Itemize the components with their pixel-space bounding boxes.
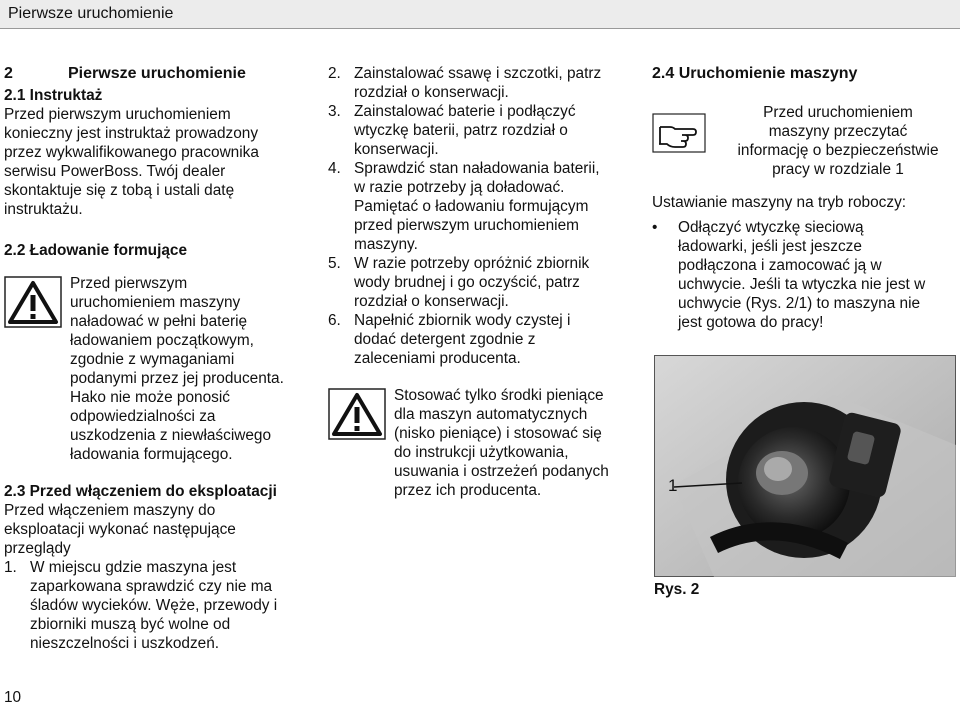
- list-item-number: 4.: [328, 160, 341, 177]
- column-middle: [328, 64, 638, 500]
- text-line: Przed pierwszym: [70, 275, 188, 292]
- text-line: w razie potrzeby ją doładować.: [354, 179, 565, 196]
- text-line: Zainstalować baterie i podłączyć: [354, 103, 576, 120]
- warning-triangle-icon: [328, 386, 394, 500]
- warning-block-detergent: [328, 386, 638, 500]
- text-line: zaleceniami producenta.: [354, 350, 521, 367]
- text-line: przez wykwalifikowanego pracownika: [4, 144, 259, 161]
- column-left: [4, 64, 309, 653]
- subsection-title-instruktaz: 2.1 Instruktaż: [4, 87, 103, 104]
- list-item: [328, 311, 638, 368]
- text-line: W miejscu gdzie maszyna jest: [30, 559, 237, 576]
- subsection-title-uruchomienie: 2.4 Uruchomienie maszyny: [652, 65, 858, 82]
- text-line: (nisko pieniące) i stosować się: [394, 425, 602, 442]
- text-line: maszyny przeczytać: [768, 123, 908, 140]
- bullet-list: [652, 218, 956, 332]
- list-item: [328, 159, 638, 254]
- list-item: [328, 64, 638, 102]
- text-line: śladów wycieków. Węże, przewody i: [30, 597, 278, 614]
- text-line: dla maszyn automatycznych: [394, 406, 588, 423]
- text-line: Przed włączeniem maszyny do: [4, 502, 216, 519]
- figure-callout: 1: [668, 476, 678, 495]
- text-line: Hako nie może ponosić: [70, 389, 230, 406]
- checklist: [4, 558, 309, 653]
- text-line: skontaktuje się z tobą i ustali datę: [4, 182, 235, 199]
- paragraph-instruktaz: [4, 105, 309, 219]
- text-line: uruchomieniem maszyny: [70, 294, 241, 311]
- figure-label: Rys. 2: [654, 581, 700, 598]
- text-line: Stosować tylko środki pieniące: [394, 387, 604, 404]
- list-item-number: 6.: [328, 312, 341, 329]
- page-header: [0, 0, 960, 29]
- text-line: wody brudnej i go oczyścić, patrz: [354, 274, 580, 291]
- list-item: [4, 558, 309, 653]
- figure-photo: [654, 355, 956, 577]
- text-line: uszkodzenia z niewłaściwego: [70, 427, 272, 444]
- text-line: Sprawdzić stan naładowania baterii,: [354, 160, 600, 177]
- text-line: Zainstalować ssawę i szczotki, patrz: [354, 65, 602, 82]
- text-line: ładowaniem początkowym,: [70, 332, 254, 349]
- list-item-number: 3.: [328, 103, 341, 120]
- text-line: przed pierwszym uruchomieniem: [354, 217, 579, 234]
- warning-block-charging: [4, 274, 309, 464]
- text-line: ładowarki, jeśli jest jeszcze: [678, 238, 862, 255]
- text-line: zaparkowana sprawdzić czy nie ma: [30, 578, 273, 595]
- text-line: serwisu PowerBoss. Twój dealer: [4, 163, 226, 180]
- text-line: przez ich producenta.: [394, 482, 542, 499]
- text-line: W razie potrzeby opróżnić zbiornik: [354, 255, 590, 272]
- subsection-title-ladowanie: 2.2 Ładowanie formujące: [4, 242, 188, 259]
- note-block: [652, 103, 956, 179]
- text-line: usuwania i ostrzeżeń podanych: [394, 463, 609, 480]
- text-line: Przed pierwszym uruchomieniem: [4, 106, 231, 123]
- text-line: odpowiedzialności za: [70, 408, 216, 425]
- list-item: [652, 218, 956, 332]
- header-title: Pierwsze uruchomienie: [8, 5, 174, 22]
- page-number: 10: [4, 689, 22, 706]
- section-heading: [4, 64, 309, 86]
- text-line: rozdział o konserwacji.: [354, 293, 509, 310]
- list-item-number: 1.: [4, 559, 17, 576]
- text-line: do instrukcji użytkowania,: [394, 444, 569, 461]
- text-line: • Odłączyć wtyczkę sieciową: [678, 219, 864, 236]
- mode-title: Ustawianie maszyny na tryb roboczy:: [652, 194, 907, 211]
- text-line: uchwycie (Rys. 2/1) to maszyna nie: [678, 295, 921, 312]
- warning-text-charging: [70, 274, 309, 464]
- text-line: instruktażu.: [4, 201, 83, 218]
- text-line: pracy w rozdziale 1: [772, 161, 904, 178]
- text-line: Przed uruchomieniem: [763, 104, 913, 121]
- subsection-title-eksploatacja: 2.3 Przed włączeniem do eksploatacji: [4, 483, 277, 500]
- text-line: zbiorniki muszą być wolne od: [30, 616, 231, 633]
- note-text: [720, 103, 956, 179]
- warning-triangle-icon: [4, 274, 70, 464]
- text-line: podłączona i zamocować ją w: [678, 257, 882, 274]
- list-item-number: 5.: [328, 255, 341, 272]
- paragraph-eksploatacja: [4, 501, 309, 558]
- text-line: rozdział o konserwacji.: [354, 84, 509, 101]
- text-line: konieczny jest instruktaż prowadzony: [4, 125, 259, 142]
- text-line: naładować w pełni baterię: [70, 313, 248, 330]
- warning-text-detergent: [394, 386, 638, 500]
- text-line: przeglądy: [4, 540, 71, 557]
- text-line: jest gotowa do pracy!: [678, 314, 824, 331]
- text-line: zgodnie z wymaganiami: [70, 351, 235, 368]
- column-right: [652, 64, 956, 332]
- text-line: Napełnić zbiornik wody czystej i: [354, 312, 571, 329]
- list-item-number: 2.: [328, 65, 341, 82]
- text-line: maszyny.: [354, 236, 418, 253]
- text-line: podanymi przez jej producenta.: [70, 370, 284, 387]
- text-line: konserwacji.: [354, 141, 439, 158]
- text-line: nieszczelności i uszkodzeń.: [30, 635, 220, 652]
- section-number: 2: [4, 65, 13, 82]
- text-line: uchwycie. Jeśli ta wtyczka nie jest w: [678, 276, 926, 293]
- checklist-continued: [328, 64, 638, 368]
- text-line: informację o bezpieczeństwie: [737, 142, 939, 159]
- text-line: Pamiętać o ładowaniu formującym: [354, 198, 589, 215]
- list-item: [328, 102, 638, 159]
- text-line: dodać detergent zgodnie z: [354, 331, 536, 348]
- text-line: ładowania formującego.: [70, 446, 233, 463]
- section-title: Pierwsze uruchomienie: [68, 65, 246, 82]
- list-item: [328, 254, 638, 311]
- text-line: wtyczkę baterii, patrz rozdział o: [354, 122, 568, 139]
- pointing-hand-icon: [652, 103, 720, 179]
- text-line: eksploatacji wykonać następujące: [4, 521, 236, 538]
